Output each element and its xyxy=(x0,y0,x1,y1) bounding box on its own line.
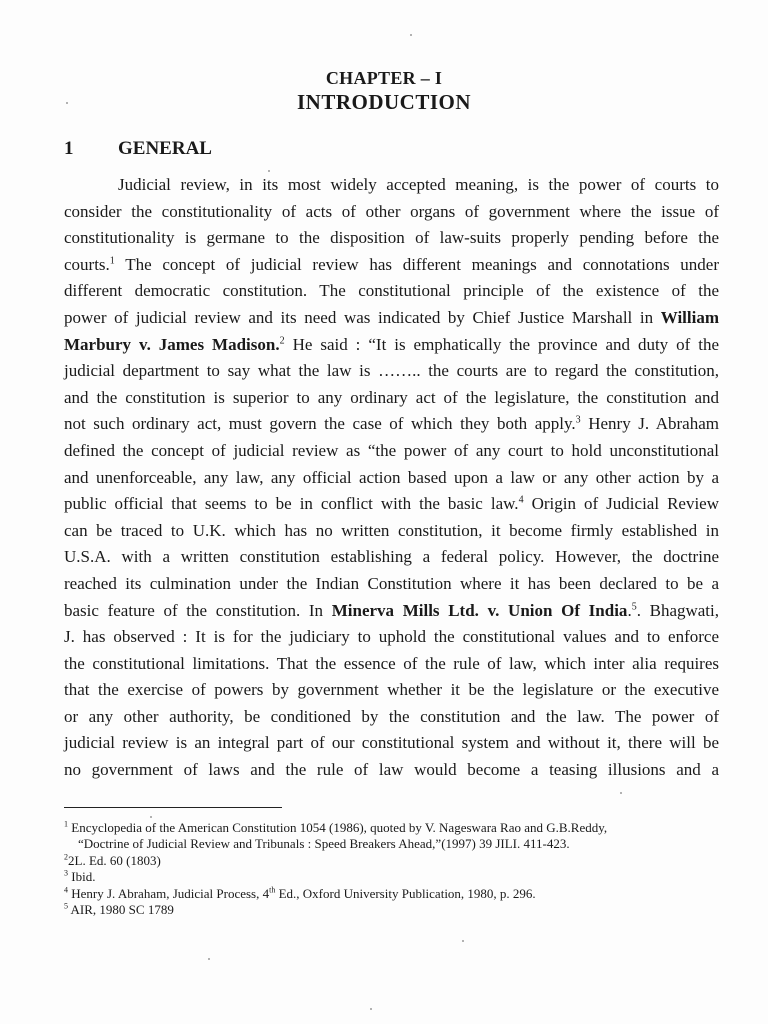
footnote-ref: 1 xyxy=(109,255,115,267)
paragraph-line: and unenforceable, any law, any official action based upon a law or any other action by a xyxy=(64,467,719,487)
paragraph-line xyxy=(64,491,719,518)
footnote-ref: 3 xyxy=(575,414,581,426)
scan-speck xyxy=(268,170,270,172)
line-text: not such ordinary act, must govern the case of which they both apply. xyxy=(64,414,576,434)
footnote-text: AIR, 1980 SC 1789 xyxy=(70,902,174,918)
footnote-ref: 2 xyxy=(279,334,285,346)
footnote-number: 2 xyxy=(64,852,68,862)
footnote-separator xyxy=(64,807,282,808)
footnotes xyxy=(64,820,724,918)
paragraph-line xyxy=(64,332,719,359)
scan-speck xyxy=(150,816,152,818)
ordinal-suffix: th xyxy=(269,885,276,895)
footnote xyxy=(64,869,724,885)
line-text: basic feature of the constitution. In xyxy=(64,600,324,620)
paragraph-line: judicial department to say what the law is …….. the courts are to regard the constitution, xyxy=(64,361,719,381)
footnote-ref: 4 xyxy=(518,494,524,506)
scan-speck xyxy=(462,940,464,942)
section-heading xyxy=(64,138,212,160)
paragraph-line: Judicial review, in its most widely accepted meaning, is the power of courts to xyxy=(118,175,719,194)
footnote-text: Henry J. Abraham, Judicial Process, 4 xyxy=(71,885,270,901)
paragraph-line xyxy=(64,305,719,332)
footnote-text: 2L. Ed. 60 (1803) xyxy=(68,852,161,868)
line-text: . xyxy=(627,600,632,620)
footnote-number: 4 xyxy=(64,885,68,895)
paragraph-line: different democratic constitution. The constitutional principle of the existence of the xyxy=(64,281,719,301)
line-text: . Bhagwati, xyxy=(636,600,720,620)
footnote-text: Encyclopedia of the American Constitution 1054 (1986), quoted by V. Nageswara Rao and G.B.Reddy, xyxy=(71,820,608,835)
paragraph-line: can be traced to U.K. which has no written constitution, it become firmly established in xyxy=(64,520,719,540)
line-text: power of judicial review and its need was indicated by Chief Justice Marshall in xyxy=(64,307,654,327)
case-name: William xyxy=(660,307,719,327)
chapter-title: INTRODUCTION xyxy=(296,90,472,114)
scan-speck xyxy=(620,792,622,794)
footnote-ref: 5 xyxy=(631,600,637,612)
line-text: Henry J. Abraham xyxy=(588,414,719,434)
footnote xyxy=(64,886,724,902)
line-text: courts. xyxy=(64,254,110,274)
footnote-number: 1 xyxy=(64,819,68,829)
paragraph-line: and the constitution is superior to any ordinary act of the legislature, the constitution and xyxy=(64,387,719,407)
body-paragraph xyxy=(64,172,719,784)
paragraph-line: consider the constitutionality of acts of other organs of government where the issue of xyxy=(64,201,719,221)
paragraph-line: defined the concept of judicial review as “the power of any court to hold unconstitutional xyxy=(64,440,719,460)
case-name: Marbury v. James Madison. xyxy=(64,334,280,354)
footnote xyxy=(64,902,724,918)
footnote xyxy=(64,853,724,869)
footnote-number: 3 xyxy=(64,868,68,878)
scan-speck xyxy=(410,34,412,36)
paragraph-line: J. has observed : It is for the judiciary to uphold the constitutional values and to enforce xyxy=(64,627,719,647)
case-name: Minerva Mills Ltd. v. Union Of India xyxy=(331,600,628,620)
paragraph-line: judicial review is an integral part of our constitutional system and without it, there will be xyxy=(64,733,719,753)
paragraph-line: no government of laws and the rule of law would become a teasing illusions and a xyxy=(64,760,719,780)
paragraph-line: U.S.A. with a written constitution establishing a federal policy. However, the doctrine xyxy=(64,547,719,567)
paragraph-line: or any other authority, be conditioned by the constitution and the law. The power of xyxy=(64,706,719,726)
chapter-label: CHAPTER – I xyxy=(325,68,443,88)
paragraph-line: constitutionality is germane to the disposition of law-suits properly pending before the xyxy=(64,228,719,248)
line-text: He said : “It is emphatically the province and duty of the xyxy=(292,334,720,354)
line-text: The concept of judicial review has different meanings and connotations under xyxy=(125,254,719,274)
scan-speck xyxy=(66,102,68,104)
footnote-text: Ibid. xyxy=(71,869,96,885)
scan-speck xyxy=(208,958,210,960)
line-text: public official that seems to be in conflict with the basic law. xyxy=(64,494,519,514)
scan-speck xyxy=(370,1008,372,1010)
paragraph-line xyxy=(64,411,719,438)
section-number: 1 xyxy=(64,138,74,159)
paragraph-line: that the exercise of powers by government whether it be the legislature or the executive xyxy=(64,680,719,700)
paragraph-line xyxy=(64,598,719,625)
footnote-text: Ed., Oxford University Publication, 1980, p. 296. xyxy=(275,885,536,901)
footnote-number: 5 xyxy=(64,901,68,911)
footnote-continuation: “Doctrine of Judicial Review and Tribunals : Speed Breakers Ahead,”(1997) 39 JILI. 411-423. xyxy=(78,836,570,852)
footnote xyxy=(64,820,724,836)
paragraph-line: reached its culmination under the Indian Constitution where it has been declared to be a xyxy=(64,573,719,593)
line-text: Origin of Judicial Review xyxy=(531,494,720,514)
paragraph-line xyxy=(64,252,719,279)
paragraph-line: the constitutional limitations. That the essence of the rule of law, which inter alia requires xyxy=(64,653,719,673)
section-title: GENERAL xyxy=(118,138,212,159)
